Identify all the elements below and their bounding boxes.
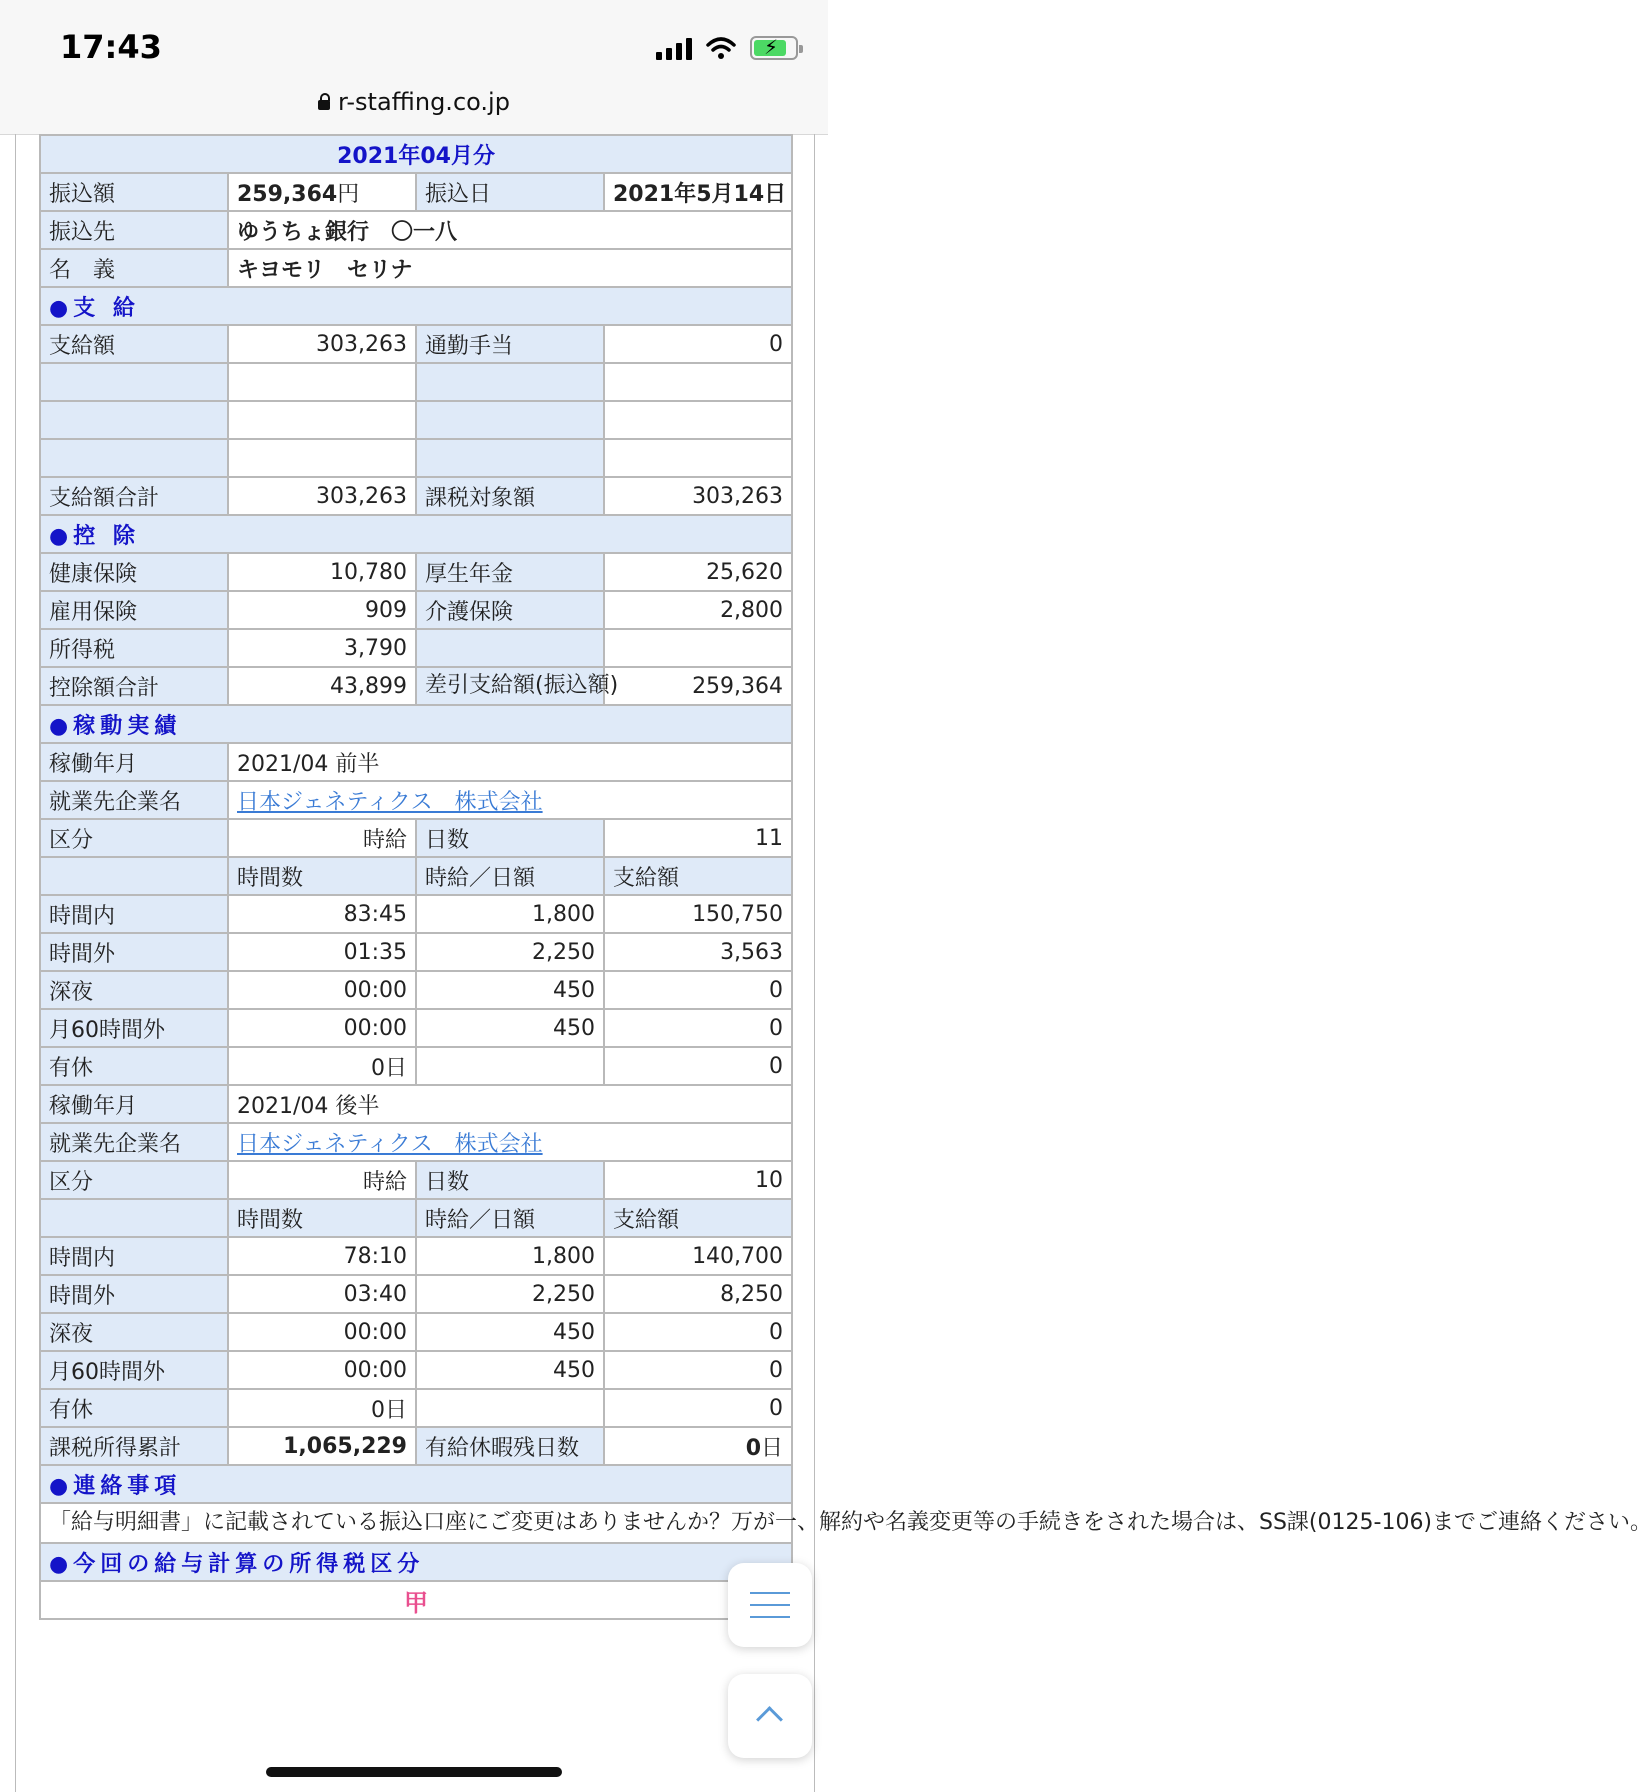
row-label: 有休 — [40, 1047, 228, 1085]
menu-button[interactable] — [728, 1563, 812, 1647]
status-time: 17:43 — [60, 28, 162, 66]
pay: 140,700 — [604, 1237, 792, 1275]
pay: 3,563 — [604, 933, 792, 971]
rate: 450 — [416, 1351, 604, 1389]
company-cell — [228, 1123, 792, 1161]
deduction-row — [40, 629, 792, 667]
deduction-row — [40, 591, 792, 629]
home-indicator[interactable] — [266, 1767, 562, 1777]
account-holder: キヨモリ セリナ — [228, 249, 792, 287]
empty-row — [40, 363, 792, 401]
address-bar[interactable] — [0, 88, 828, 116]
hours-row — [40, 933, 792, 971]
hours: 83:45 — [228, 895, 416, 933]
hours: 00:00 — [228, 1313, 416, 1351]
hours: 78:10 — [228, 1237, 416, 1275]
pay-column-header: 支給額 — [604, 1199, 792, 1237]
commute-allowance-label: 通勤手当 — [416, 325, 604, 363]
pay: 150,750 — [604, 895, 792, 933]
rate: 2,250 — [416, 933, 604, 971]
company-label: 就業先企業名 — [40, 1123, 228, 1161]
days-label: 日数 — [416, 1161, 604, 1199]
transfer-dest-row — [40, 211, 792, 249]
category: 時給 — [228, 819, 416, 857]
empty-row — [40, 439, 792, 477]
cumulative-income-label: 課税所得累計 — [40, 1427, 228, 1465]
pension: 25,620 — [604, 553, 792, 591]
cellular-signal-icon — [656, 36, 692, 60]
pay: 0 — [604, 1313, 792, 1351]
url-text: r-staffing.co.jp — [338, 88, 510, 116]
care-insurance-label: 介護保険 — [416, 591, 604, 629]
rate: 450 — [416, 1009, 604, 1047]
pay: 0 — [604, 1389, 792, 1427]
pension-label: 厚生年金 — [416, 553, 604, 591]
work-month-row — [40, 1085, 792, 1123]
hours-row — [40, 895, 792, 933]
row-label: 有休 — [40, 1389, 228, 1427]
pay-amount: 303,263 — [228, 325, 416, 363]
row-label: 月60時間外 — [40, 1351, 228, 1389]
hours: 03:40 — [228, 1275, 416, 1313]
taxable-amount: 303,263 — [604, 477, 792, 515]
period-title: 2021年04月分 — [40, 135, 792, 173]
hours-row — [40, 1237, 792, 1275]
income-tax-label: 所得税 — [40, 629, 228, 667]
payslip-table — [39, 134, 1652, 1620]
hours: 00:00 — [228, 971, 416, 1009]
wifi-icon — [706, 36, 736, 60]
row-label: 時間外 — [40, 1275, 228, 1313]
days-label: 日数 — [416, 819, 604, 857]
paid-leave — [604, 1427, 792, 1465]
status-icons — [656, 36, 798, 60]
care-insurance: 2,800 — [604, 591, 792, 629]
rate — [416, 1047, 604, 1085]
row-label: 深夜 — [40, 971, 228, 1009]
employment-insurance: 909 — [228, 591, 416, 629]
hours-row — [40, 971, 792, 1009]
commute-allowance: 0 — [604, 325, 792, 363]
company-link[interactable]: 日本ジェネティクス 株式会社 — [237, 1131, 543, 1157]
company-label: 就業先企業名 — [40, 781, 228, 819]
work-month-label: 稼働年月 — [40, 743, 228, 781]
section-contact: ●連絡事項 — [40, 1465, 792, 1503]
income-tax: 3,790 — [228, 629, 416, 667]
transfer-date: 2021年5月14日 — [604, 173, 792, 211]
transfer-amount-value: 259,364 — [237, 181, 338, 207]
transfer-date-label: 振込日 — [416, 173, 604, 211]
company-cell — [228, 781, 792, 819]
hours-column-header: 時間数 — [228, 857, 416, 895]
work-month-row — [40, 743, 792, 781]
hours-column-header: 時間数 — [228, 1199, 416, 1237]
empty-row — [40, 401, 792, 439]
health-insurance: 10,780 — [228, 553, 416, 591]
contact-section-row — [40, 1465, 792, 1503]
company-row — [40, 781, 792, 819]
hours: 0日 — [228, 1389, 416, 1427]
row-label: 時間内 — [40, 895, 228, 933]
lock-icon — [318, 100, 330, 110]
paid-leave-value: 0 — [745, 1435, 762, 1461]
period-header-row — [40, 135, 792, 173]
deduction-section-row — [40, 515, 792, 553]
transfer-dest: ゆうちょ銀行 〇一八 — [228, 211, 792, 249]
row-label: 深夜 — [40, 1313, 228, 1351]
deduction-row — [40, 553, 792, 591]
pay-total-row — [40, 477, 792, 515]
work-month-label: 稼働年月 — [40, 1085, 228, 1123]
pay: 8,250 — [604, 1275, 792, 1313]
pay-column-header: 支給額 — [604, 857, 792, 895]
days: 11 — [604, 819, 792, 857]
chevron-up-icon — [756, 1706, 783, 1733]
contact-text-row — [40, 1503, 792, 1543]
section-pay: ●支 給 — [40, 287, 792, 325]
section-work-record: ●稼動実績 — [40, 705, 792, 743]
pay: 0 — [604, 1047, 792, 1085]
hours: 00:00 — [228, 1351, 416, 1389]
category-label: 区分 — [40, 819, 228, 857]
company-row — [40, 1123, 792, 1161]
taxable-amount-label: 課税対象額 — [416, 477, 604, 515]
company-link[interactable]: 日本ジェネティクス 株式会社 — [237, 789, 543, 815]
hours: 00:00 — [228, 1009, 416, 1047]
rate — [416, 1389, 604, 1427]
status-bar — [0, 0, 828, 135]
rate: 1,800 — [416, 895, 604, 933]
deduction-total: 43,899 — [228, 667, 416, 705]
employment-insurance-label: 雇用保険 — [40, 591, 228, 629]
rate-column-header: 時給／日額 — [416, 857, 604, 895]
row-label: 時間内 — [40, 1237, 228, 1275]
category: 時給 — [228, 1161, 416, 1199]
column-header-row — [40, 1199, 792, 1237]
hours-row — [40, 1351, 792, 1389]
net-pay: 259,364 — [604, 667, 792, 705]
net-pay-label: 差引支給額(振込額) — [416, 667, 604, 705]
rate: 450 — [416, 971, 604, 1009]
transfer-amount — [228, 173, 416, 211]
column-header-row — [40, 857, 792, 895]
tax-class-value: 甲 — [40, 1581, 792, 1619]
section-deduction: ●控 除 — [40, 515, 792, 553]
cumulative-row — [40, 1427, 792, 1465]
pay-section-row — [40, 287, 792, 325]
category-row — [40, 1161, 792, 1199]
page-content[interactable] — [15, 134, 1652, 1792]
account-holder-label: 名 義 — [40, 249, 228, 287]
rate: 2,250 — [416, 1275, 604, 1313]
tax-class-row — [40, 1581, 792, 1619]
work-month: 2021/04 前半 — [228, 743, 792, 781]
hours-row — [40, 1009, 792, 1047]
pay-total: 303,263 — [228, 477, 416, 515]
paid-leave-label: 有給休暇残日数 — [416, 1427, 604, 1465]
pay: 0 — [604, 971, 792, 1009]
pay-row — [40, 325, 792, 363]
transfer-amount-row — [40, 173, 792, 211]
rate: 450 — [416, 1313, 604, 1351]
days: 10 — [604, 1161, 792, 1199]
work-month: 2021/04 後半 — [228, 1085, 792, 1123]
section-tax-class: ●今回の給与計算の所得税区分 — [40, 1543, 792, 1581]
transfer-amount-label: 振込額 — [40, 173, 228, 211]
hours-row — [40, 1313, 792, 1351]
tax-class-section-row — [40, 1543, 792, 1581]
pay-amount-label: 支給額 — [40, 325, 228, 363]
category-label: 区分 — [40, 1161, 228, 1199]
cumulative-income: 1,065,229 — [228, 1427, 416, 1465]
work-section-row — [40, 705, 792, 743]
transfer-amount-unit: 円 — [337, 181, 360, 207]
category-row — [40, 819, 792, 857]
health-insurance-label: 健康保険 — [40, 553, 228, 591]
account-holder-row — [40, 249, 792, 287]
hours-row — [40, 1047, 792, 1085]
row-label: 月60時間外 — [40, 1009, 228, 1047]
rate-column-header: 時給／日額 — [416, 1199, 604, 1237]
paid-leave-unit: 日 — [761, 1435, 784, 1461]
hours: 01:35 — [228, 933, 416, 971]
battery-icon: ⚡ — [750, 36, 798, 60]
rate: 1,800 — [416, 1237, 604, 1275]
pay: 0 — [604, 1009, 792, 1047]
deduction-total-label: 控除額合計 — [40, 667, 228, 705]
scroll-to-top-button[interactable] — [728, 1674, 812, 1758]
pay: 0 — [604, 1351, 792, 1389]
contact-message: 「給与明細書」に記載されている振込口座にご変更はありませんか？万が一、解約や名義変更等の手続きをされた場合は、SS課(0125-106)までご連絡ください。 — [40, 1503, 792, 1543]
hours-row — [40, 1389, 792, 1427]
deduction-total-row — [40, 667, 792, 705]
transfer-dest-label: 振込先 — [40, 211, 228, 249]
hours-row — [40, 1275, 792, 1313]
hours: 0日 — [228, 1047, 416, 1085]
row-label: 時間外 — [40, 933, 228, 971]
pay-total-label: 支給額合計 — [40, 477, 228, 515]
